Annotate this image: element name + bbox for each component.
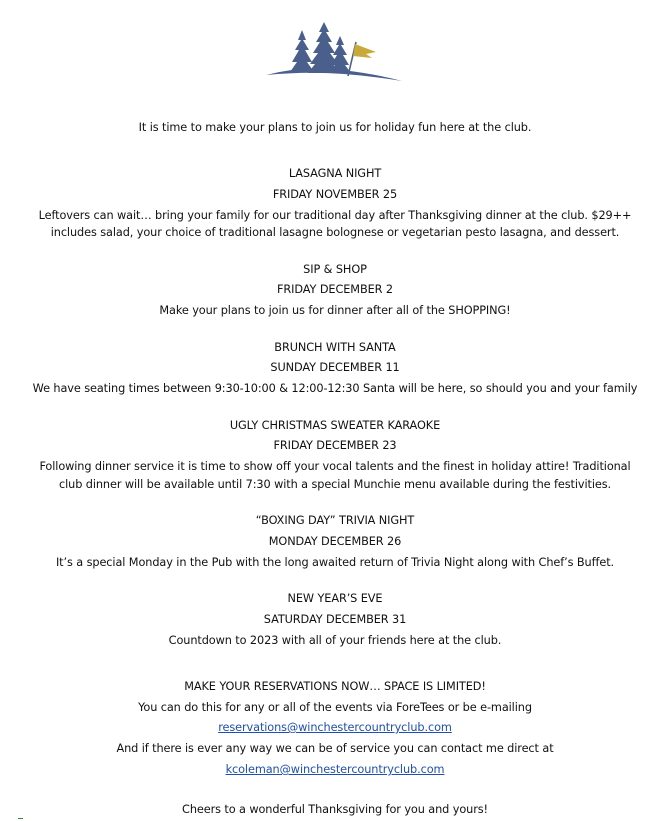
event-title-ugly-sweater-karaoke: UGLY CHRISTMAS SWEATER KARAOKE <box>229 419 441 432</box>
contact-email-row <box>0 760 670 780</box>
reservations-heading: MAKE YOUR RESERVATIONS NOW… SPACE IS LIMITED! <box>184 680 486 693</box>
corner-mark <box>18 818 23 819</box>
event-description-new-years-eve: Countdown to 2023 with all of your friends here at the club. <box>168 634 502 647</box>
event-description-boxing-day-trivia: It’s a special Monday in the Pub with the long awaited return of Trivia Night along with Chef’s Buffet. <box>55 556 615 569</box>
event-date-new-years-eve: SATURDAY DECEMBER 31 <box>263 613 407 626</box>
event-title-sip-and-shop: SIP & SHOP <box>303 263 367 276</box>
event-title-brunch-with-santa: BRUNCH WITH SANTA <box>274 341 396 354</box>
reservations-email-row <box>0 718 670 738</box>
reservations-instructions: You can do this for any or all of the events via ForeTees or be e-mailing <box>138 701 532 714</box>
event-description-ugly-sweater-karaoke-line-2: club dinner will be available until 7:30 with a special Munchie menu available during the festivities. <box>58 478 611 491</box>
reservations-email-link[interactable]: reservations@winchestercountryclub.com <box>218 721 452 734</box>
event-description-sip-and-shop: Make your plans to join us for dinner after all of the SHOPPING! <box>159 304 511 317</box>
event-date-lasagna-night: FRIDAY NOVEMBER 25 <box>272 188 398 201</box>
event-description-brunch-with-santa: We have seating times between 9:30-10:00 & 12:00-12:30 Santa will be here, so should you and your family <box>32 382 638 395</box>
contact-instructions: And if there is ever any way we can be of service you can contact me direct at <box>116 742 554 755</box>
event-description-lasagna-night-line-1: Leftovers can wait… bring your family for our traditional day after Thanksgiving dinner at the club. $29++ <box>38 209 632 222</box>
event-description-ugly-sweater-karaoke-line-1: Following dinner service it is time to show off your vocal talents and the finest in holiday attire! Traditional <box>39 460 631 473</box>
event-title-boxing-day-trivia: “BOXING DAY” TRIVIA NIGHT <box>255 514 415 527</box>
event-date-brunch-with-santa: SUNDAY DECEMBER 11 <box>270 361 400 374</box>
club-logo-icon <box>264 18 404 84</box>
event-date-ugly-sweater-karaoke: FRIDAY DECEMBER 23 <box>273 439 397 452</box>
contact-email-link[interactable]: kcoleman@winchestercountryclub.com <box>225 763 445 776</box>
event-date-sip-and-shop: FRIDAY DECEMBER 2 <box>277 283 393 296</box>
event-description-lasagna-night-line-2: includes salad, your choice of traditional lasagne bolognese or vegetarian pesto lasagna, and dessert. <box>50 226 620 239</box>
closing-text: Cheers to a wonderful Thanksgiving for you and yours! <box>182 803 488 816</box>
event-title-lasagna-night: LASAGNA NIGHT <box>288 167 382 180</box>
event-title-new-years-eve: NEW YEAR’S EVE <box>287 592 383 605</box>
intro-text: It is time to make your plans to join us for holiday fun here at the club. <box>138 121 532 134</box>
event-date-boxing-day-trivia: MONDAY DECEMBER 26 <box>268 535 402 548</box>
